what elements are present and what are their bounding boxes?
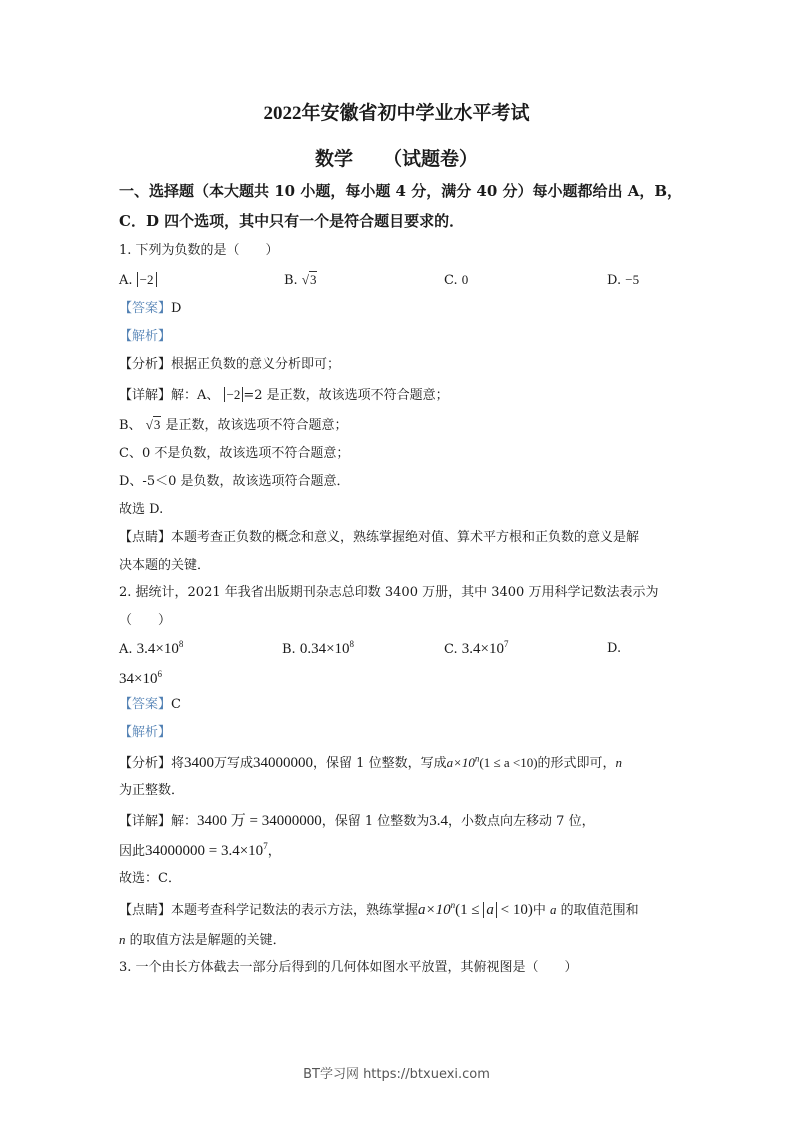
option-value [119, 671, 162, 687]
dianjing-label: 【点睛】 [119, 903, 172, 918]
fenxi-text: 万写成 [214, 756, 254, 771]
q2-option-c [444, 640, 508, 659]
exam-subtitle [0, 144, 793, 171]
q2-xiangjie-line1 [119, 812, 595, 831]
math-value: 3.4 [429, 813, 449, 829]
fenxi-text: 根据正负数的意义分析即可； [171, 357, 341, 372]
option-label: D. [607, 273, 622, 288]
option-label: A. [119, 642, 133, 657]
dianjing-label: 【点睛】 [119, 530, 172, 545]
abs-value: a [483, 902, 497, 918]
option-label: B. [284, 273, 298, 288]
q1-xiangjie-c: C、0 不是负数，故该选项不符合题意； [119, 446, 350, 461]
xiangjie-label: 【详解】 [119, 388, 172, 403]
q2-xiangjie-line2 [119, 842, 281, 861]
fenxi-text: 的形式即可， [537, 756, 616, 771]
math-value: (1 ≤ [455, 902, 484, 918]
dianjing-text: 本题考查科学记数法的表示方法，熟练掌握 [171, 903, 419, 918]
q1-xiangjie-b [119, 416, 348, 435]
fenxi-text: 将 [171, 756, 185, 771]
q2-dianjing-line2 [119, 931, 286, 950]
exam-title: 2022年安徽省初中学业水平考试 [263, 103, 530, 124]
q2-stem-line1: 2. 据统计，2021 年我省出版期刊杂志总印数 3400 万册，其中 3400 万用科学记数法表示为 [119, 585, 659, 600]
section-heading-line2: C．D 四个选项，其中只有一个是符合题目要求的． [119, 212, 465, 230]
option-label: C. [444, 642, 458, 657]
math-value [145, 843, 268, 859]
q2-analysis-label: 【解析】 [119, 725, 172, 740]
math-value: (1 ≤ a <10) [479, 755, 538, 770]
answer-value: D [171, 301, 182, 316]
option-base: 3.4×10 [461, 641, 504, 657]
answer-label: 【答案】 [119, 697, 172, 712]
option-value: −2 [137, 272, 157, 287]
option-exponent: 7 [503, 639, 509, 649]
option-base: 3.4×10 [136, 641, 179, 657]
math-base: 34000000 = 3.4×10 [145, 843, 264, 859]
option-label: D. [607, 641, 622, 656]
math-variable: a [550, 902, 557, 917]
q2-conclusion: 故选：C． [119, 871, 181, 886]
q1-option-d [607, 271, 639, 290]
math-base: a×10 [418, 902, 451, 918]
fenxi-label: 【分析】 [119, 756, 172, 771]
option-base: 34×10 [119, 671, 158, 687]
answer-label: 【答案】 [119, 301, 172, 316]
q2-fenxi-line1 [119, 754, 622, 773]
q1-option-c [444, 271, 468, 290]
q2-fenxi-line2: 为正整数． [119, 783, 185, 798]
option-value: −5 [625, 272, 640, 287]
subject-label: 数学 [314, 149, 353, 170]
fenxi-text: ，保留 1 位整数，写成 [313, 756, 447, 771]
option-label: B. [282, 642, 296, 657]
xiangjie-label: 【详解】 [119, 814, 172, 829]
option-value [300, 641, 354, 657]
math-value: < 10) [496, 902, 533, 918]
q1-dianjing-line1 [119, 529, 639, 547]
math-exponent: n [474, 753, 480, 764]
q2-option-d-value [119, 670, 162, 689]
option-value [137, 641, 184, 657]
sqrt-symbol: √3 [145, 417, 161, 432]
option-exponent: 8 [178, 639, 184, 649]
section-heading-line1: 一、选择题（本大题共 10 小题，每小题 4 分，满分 40 分）每小题都给出 A，B， [119, 182, 683, 200]
dianjing-text: 的取值范围和 [560, 903, 639, 918]
xiangjie-text: B、 [119, 418, 142, 433]
math-exponent: 7 [263, 841, 268, 851]
option-value: 3 [309, 272, 317, 287]
q1-fenxi [119, 356, 340, 374]
sqrt-symbol: √3 [301, 272, 317, 287]
math-exponent: n [450, 900, 456, 910]
q1-xiangjie-d: D、-5＜0 是负数，故该选项符合题意． [119, 474, 350, 489]
q1-option-a [119, 271, 157, 290]
q3-stem: 3. 一个由长方体截去一部分后得到的几何体如图水平放置，其俯视图是（ ） [119, 960, 578, 975]
watermark-footer: BT学习网 https://btxuexi.com [303, 1067, 490, 1082]
option-exponent: 6 [157, 669, 162, 679]
option-value [462, 641, 509, 657]
math-value: 3400 万 = 34000000 [197, 813, 322, 829]
option-label: C. [444, 273, 458, 288]
dianjing-text: 中 [532, 903, 546, 918]
math-variable: n [119, 932, 126, 947]
q1-answer [119, 300, 181, 318]
option-value: 0 [461, 272, 469, 287]
q2-answer [119, 696, 181, 714]
option-exponent: 8 [349, 639, 355, 649]
q2-option-d [607, 640, 621, 658]
xiangjie-text: 解：A、 [171, 388, 220, 403]
answer-value: C [171, 697, 181, 712]
q1-option-b [284, 271, 317, 290]
q1-stem: 1. 下列为负数的是（ ） [119, 243, 279, 258]
xiangjie-text: 是正数，故该选项不符合题意； [165, 418, 348, 433]
q2-option-a [119, 640, 183, 659]
fenxi-label: 【分析】 [119, 357, 172, 372]
sqrt-value: 3 [153, 417, 161, 432]
dianjing-text: 的取值方法是解题的关键． [129, 933, 286, 948]
xiangjie-text: 解： [171, 814, 198, 829]
math-value: a×10 [446, 755, 475, 770]
q1-analysis-label: 【解析】 [119, 329, 172, 344]
xiangjie-text: ，保留 1 位整数为 [321, 814, 430, 829]
q2-stem-line2: （ ） [119, 613, 172, 628]
dianjing-text: 本题考查正负数的概念和意义，熟练掌握绝对值、算术平方根和正负数的意义是解 [171, 530, 640, 545]
abs-value: −2 [224, 387, 244, 402]
option-base: 0.34×10 [299, 641, 350, 657]
option-label: A. [119, 273, 133, 288]
q1-xiangjie [119, 386, 449, 405]
xiangjie-text: ，小数点向左移动 7 位， [448, 814, 595, 829]
xiangjie-text: ， [267, 844, 281, 859]
math-variable: n [615, 755, 623, 770]
paper-type-label: （试题卷） [383, 149, 479, 170]
math-value: 3400 [184, 755, 215, 771]
math-value: 34000000 [253, 755, 314, 771]
q2-dianjing-line1 [119, 901, 639, 920]
q1-dianjing-line2: 决本题的关键． [119, 558, 211, 573]
xiangjie-text: 因此 [119, 844, 146, 859]
xiangjie-text: =2 是正数，故该选项不符合题意； [243, 388, 449, 403]
q1-conclusion: 故选 D. [119, 502, 164, 517]
q2-option-b [282, 640, 354, 659]
